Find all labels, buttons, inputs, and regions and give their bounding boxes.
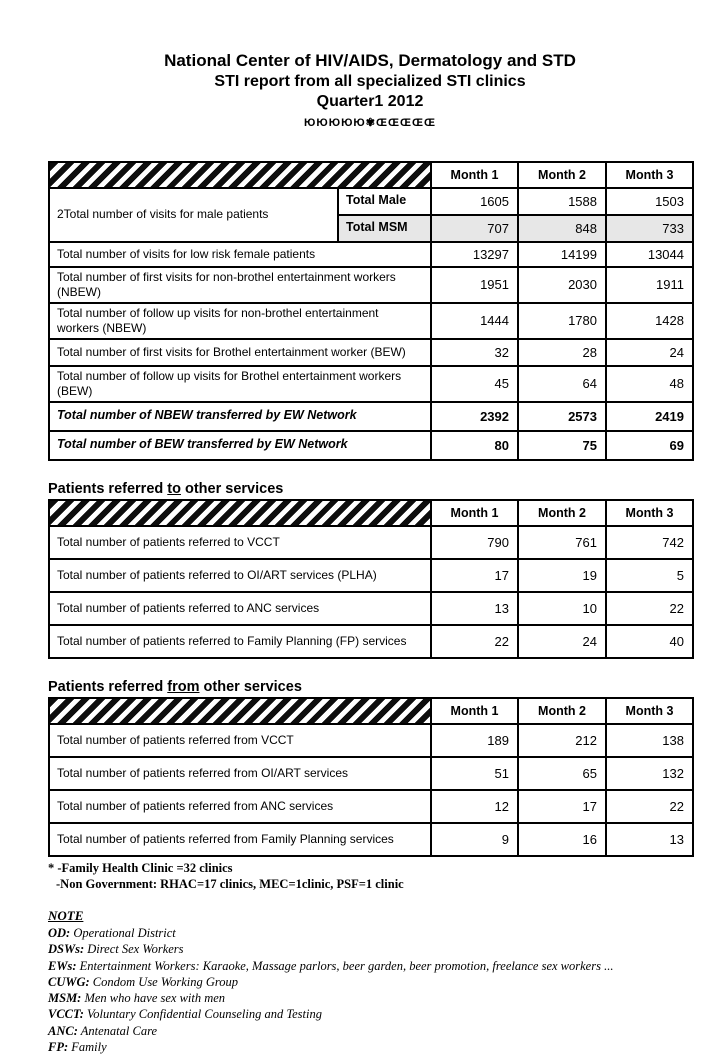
row-label: Total MSM — [338, 215, 431, 242]
note-term: CUWG: — [48, 974, 90, 989]
value-month-1: 189 — [431, 724, 518, 757]
value-month-2: 848 — [518, 215, 606, 242]
note-term: FP: — [48, 1039, 69, 1054]
column-header-month-3: Month 3 — [606, 698, 693, 724]
value-month-1: 1951 — [431, 267, 518, 303]
heading-text: other services — [199, 678, 302, 695]
heading-text: other services — [180, 480, 284, 497]
note-term: ANC: — [48, 1023, 78, 1038]
row-label: Total number of first visits for Brothel entertainment worker (BEW) — [49, 339, 431, 366]
ornament-divider: ЮЮЮЮЮ✾ŒŒŒŒŒ — [304, 116, 436, 129]
total-male-row — [49, 188, 693, 215]
row-label: Total number of patients referred to VCCT — [49, 526, 431, 559]
hatched-header-cell — [49, 698, 431, 724]
note-term: DSWs: — [48, 942, 85, 957]
header-row — [49, 500, 693, 526]
column-header-month-2: Month 2 — [518, 500, 606, 526]
row-label: Total number of patients referred to ANC services — [49, 592, 431, 625]
note-term: OD: — [48, 926, 71, 941]
heading-underlined-word: from — [167, 678, 200, 695]
value-month-3: 5 — [606, 559, 693, 592]
value-month-3: 733 — [606, 215, 693, 242]
value-month-3: 742 — [606, 526, 693, 559]
value-month-1: 17 — [431, 559, 518, 592]
table-row — [49, 366, 693, 402]
note-heading: NOTE — [48, 908, 84, 924]
value-month-2: 65 — [518, 757, 606, 790]
male-visits-group-label: 2Total number of visits for male patients — [49, 188, 338, 242]
row-label: Total number of patients referred from ANC services — [49, 790, 431, 823]
row-label: Total number of NBEW transferred by EW Network — [49, 402, 431, 431]
value-month-3: 24 — [606, 339, 693, 366]
table-row — [49, 757, 693, 790]
section-heading-referred-to — [48, 481, 692, 497]
value-month-1: 707 — [431, 215, 518, 242]
title-line-3: Quarter1 2012 — [316, 93, 424, 111]
note-definition: Antenatal Care — [77, 1023, 158, 1038]
row-label: Total number of first visits for non-brothel entertainment workers (NBEW) — [49, 267, 431, 303]
row-label: Total Male — [338, 188, 431, 215]
table-row — [49, 242, 693, 267]
value-month-2: 1780 — [518, 303, 606, 339]
column-header-month-1: Month 1 — [431, 500, 518, 526]
column-header-month-3: Month 3 — [606, 162, 693, 188]
value-month-2: 28 — [518, 339, 606, 366]
value-month-3: 69 — [606, 431, 693, 460]
heading-text: Patients referred — [48, 480, 168, 497]
table-row — [49, 267, 693, 303]
title-line-2: STI report from all specialized STI clinics — [214, 72, 526, 90]
bew-transferred-row — [49, 431, 693, 460]
heading-underlined-word: to — [167, 480, 181, 497]
row-label: Total number of BEW transferred by EW Network — [49, 431, 431, 460]
note-item — [48, 958, 692, 974]
note-definition: Voluntary Confidential Counseling and Testing — [83, 1007, 322, 1022]
value-month-3: 22 — [606, 592, 693, 625]
note-definition: Condom Use Working Group — [89, 974, 239, 989]
value-month-2: 2030 — [518, 267, 606, 303]
report-title — [48, 50, 692, 129]
value-month-1: 80 — [431, 431, 518, 460]
value-month-1: 12 — [431, 790, 518, 823]
header-row — [49, 162, 693, 188]
note-item — [48, 941, 692, 957]
row-label: Total number of patients referred from Family Planning services — [49, 823, 431, 856]
value-month-2: 2573 — [518, 402, 606, 431]
value-month-1: 790 — [431, 526, 518, 559]
note-definition: Operational District — [70, 926, 176, 941]
hatched-header-cell — [49, 162, 431, 188]
column-header-month-1: Month 1 — [431, 698, 518, 724]
table-row — [49, 559, 693, 592]
note-term: VCCT: — [48, 1007, 84, 1022]
value-month-1: 13297 — [431, 242, 518, 267]
nbew-transferred-row — [49, 402, 693, 431]
table-row — [49, 339, 693, 366]
value-month-2: 64 — [518, 366, 606, 402]
value-month-1: 32 — [431, 339, 518, 366]
note-item — [48, 990, 692, 1006]
value-month-3: 2419 — [606, 402, 693, 431]
value-month-2: 17 — [518, 790, 606, 823]
value-month-3: 1503 — [606, 188, 693, 215]
table-row — [49, 526, 693, 559]
note-definition: Direct Sex Workers — [84, 942, 184, 957]
value-month-3: 1911 — [606, 267, 693, 303]
value-month-2: 10 — [518, 592, 606, 625]
value-month-1: 2392 — [431, 402, 518, 431]
footnote-non-government: -Non Government: RHAC=17 clinics, MEC=1clinic, PSF=1 clinic — [56, 876, 404, 891]
row-label: Total number of visits for low risk female patients — [49, 242, 431, 267]
row-label: Total number of patients referred to Family Planning (FP) services — [49, 625, 431, 658]
column-header-month-2: Month 2 — [518, 162, 606, 188]
column-header-month-2: Month 2 — [518, 698, 606, 724]
row-label: Total number of patients referred from VCCT — [49, 724, 431, 757]
note-item — [48, 974, 692, 990]
heading-text: Patients referred — [48, 678, 168, 695]
referred-from-table — [48, 697, 694, 857]
note-definition: Men who have sex with men — [81, 991, 226, 1006]
value-month-1: 1444 — [431, 303, 518, 339]
table-row — [49, 823, 693, 856]
table-row — [49, 724, 693, 757]
row-label: Total number of follow up visits for Brothel entertainment workers (BEW) — [49, 366, 431, 402]
column-header-month-1: Month 1 — [431, 162, 518, 188]
note-definition: Family — [68, 1039, 107, 1054]
table-row — [49, 303, 693, 339]
value-month-3: 138 — [606, 724, 693, 757]
value-month-1: 9 — [431, 823, 518, 856]
visits-table — [48, 161, 694, 461]
table-row — [49, 625, 693, 658]
value-month-1: 51 — [431, 757, 518, 790]
value-month-3: 22 — [606, 790, 693, 823]
section-heading-referred-from — [48, 679, 692, 695]
value-month-3: 1428 — [606, 303, 693, 339]
note-item — [48, 1023, 692, 1039]
row-label: Total number of patients referred to OI/ART services (PLHA) — [49, 559, 431, 592]
referred-to-table — [48, 499, 694, 659]
note-term: EWs: — [48, 958, 77, 973]
value-month-3: 48 — [606, 366, 693, 402]
value-month-2: 24 — [518, 625, 606, 658]
value-month-1: 22 — [431, 625, 518, 658]
value-month-3: 13044 — [606, 242, 693, 267]
value-month-2: 19 — [518, 559, 606, 592]
footnotes — [48, 860, 692, 893]
value-month-3: 13 — [606, 823, 693, 856]
note-term: MSM: — [48, 991, 82, 1006]
value-month-1: 13 — [431, 592, 518, 625]
footnote-family-health-clinic: * -Family Health Clinic =32 clinics — [48, 860, 233, 875]
value-month-2: 14199 — [518, 242, 606, 267]
value-month-2: 16 — [518, 823, 606, 856]
table-row — [49, 790, 693, 823]
header-row — [49, 698, 693, 724]
value-month-2: 1588 — [518, 188, 606, 215]
column-header-month-3: Month 3 — [606, 500, 693, 526]
note-block — [48, 908, 692, 1055]
note-item — [48, 1006, 692, 1022]
row-label: Total number of follow up visits for non-brothel entertainment workers (NBEW) — [49, 303, 431, 339]
hatched-header-cell — [49, 500, 431, 526]
table-row — [49, 592, 693, 625]
note-item — [48, 925, 692, 941]
value-month-1: 45 — [431, 366, 518, 402]
value-month-3: 132 — [606, 757, 693, 790]
value-month-2: 75 — [518, 431, 606, 460]
title-line-1: National Center of HIV/AIDS, Dermatology and STD — [164, 51, 576, 70]
row-label: Total number of patients referred from OI/ART services — [49, 757, 431, 790]
note-definition: Entertainment Workers: Karaoke, Massage parlors, beer garden, beer promotion, freelance sex workers ... — [76, 958, 614, 973]
value-month-3: 40 — [606, 625, 693, 658]
value-month-1: 1605 — [431, 188, 518, 215]
value-month-2: 212 — [518, 724, 606, 757]
note-item — [48, 1039, 692, 1055]
value-month-2: 761 — [518, 526, 606, 559]
